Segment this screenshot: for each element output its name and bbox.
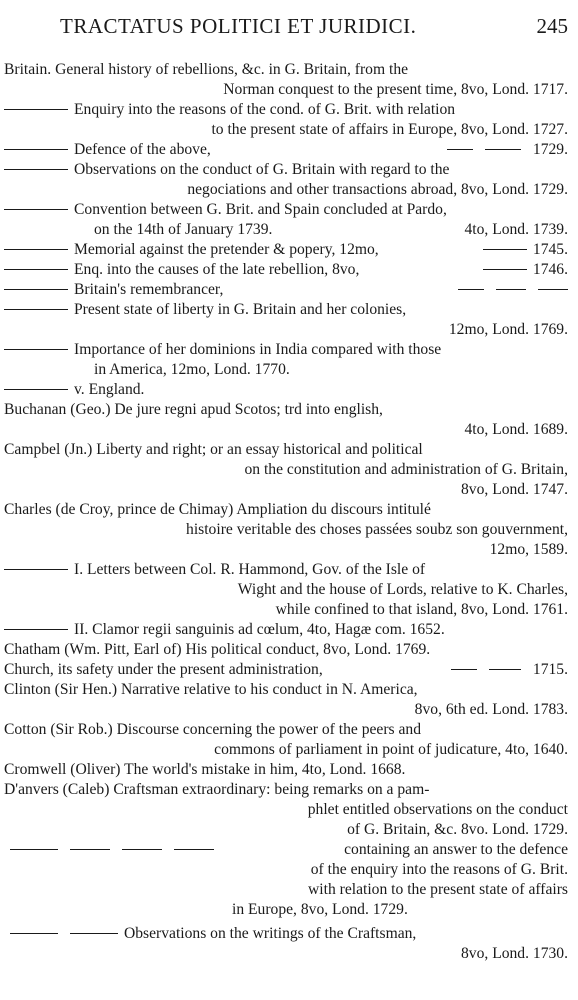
entry-line <box>415 700 568 720</box>
ditto-dash <box>4 389 68 390</box>
entry-text: I. Letters between Col. R. Hammond, Gov. of the Isle of <box>74 561 426 578</box>
entry-line <box>4 300 406 320</box>
entry-text: Norman conquest to the present time, 8vo, Lond. 1717. <box>223 81 568 98</box>
entry-text: Importance of her dominions in India compared with those <box>74 341 442 358</box>
entry-text: Enq. into the causes of the late rebellion, 8vo, <box>74 261 360 278</box>
entry-line <box>10 840 214 860</box>
entry-text: on the constitution and administration of G. Britain, <box>244 461 568 478</box>
entry-text: Charles (de Croy, prince de Chimay) Ampliation du discours intitulé <box>4 501 431 518</box>
entry-line <box>490 540 568 560</box>
entry-text: Cotton (Sir Rob.) Discourse concerning the power of the peers and <box>4 721 422 738</box>
entry-text: 4to, Lond. 1739. <box>464 221 568 238</box>
entry-text: 12mo, Lond. 1769. <box>448 321 568 338</box>
ditto-dash <box>496 289 526 290</box>
entry-text: Wight and the house of Lords, relative to K. Charles, <box>237 581 568 598</box>
ditto-dash <box>4 349 68 350</box>
entry-text: of G. Britain, &c. 8vo. Lond. 1729. <box>347 821 568 838</box>
entry-line <box>4 340 441 360</box>
entry-line <box>4 240 379 260</box>
entry-text: negociations and other transactions abroad, 8vo, Lond. 1729. <box>187 181 568 198</box>
ditto-dash <box>483 249 527 250</box>
entry-line <box>464 220 568 240</box>
entry-line <box>4 660 323 680</box>
entry-text: Observations on the conduct of G. Britain with regard to the <box>74 161 450 178</box>
entry-line <box>4 560 425 580</box>
entry-line <box>483 260 568 280</box>
entry-line <box>4 780 429 800</box>
ditto-dash <box>4 149 68 150</box>
ditto-dash <box>451 669 477 670</box>
ditto-dash <box>489 669 521 670</box>
entry-text: Britain. General history of rebellions, &c. in G. Britain, from the <box>4 61 409 78</box>
ditto-dash <box>447 149 473 150</box>
entry-line <box>211 120 568 140</box>
entry-text: Clinton (Sir Hen.) Narrative relative to his conduct in N. America, <box>4 681 418 698</box>
ditto-dash <box>483 269 527 270</box>
entry-text: to the present state of affairs in Europe, 8vo, Lond. 1727. <box>211 121 568 138</box>
entry-line <box>311 860 568 880</box>
ditto-dash <box>4 289 68 290</box>
entry-text: of the enquiry into the reasons of G. Brit. <box>310 861 568 878</box>
entry-text: on the 14th of January 1739. <box>94 221 273 238</box>
entry-text: 8vo, 6th ed. Lond. 1783. <box>414 701 568 718</box>
entry-line <box>4 140 211 160</box>
ditto-dash <box>70 849 110 850</box>
entry-line <box>4 280 223 300</box>
entry-line <box>186 520 568 540</box>
entry-line <box>94 360 290 380</box>
entry-text: v. England. <box>74 381 145 398</box>
entry-text: Campbel (Jn.) Liberty and right; or an essay historical and political <box>4 441 423 458</box>
ditto-dash <box>10 849 58 850</box>
entry-line <box>10 924 416 944</box>
entry-text: in America, 12mo, Lond. 1770. <box>94 361 290 378</box>
entry-line <box>344 840 568 860</box>
entry-line <box>244 460 568 480</box>
entry-text: commons of parliament in point of judicature, 4to, 1640. <box>214 741 568 758</box>
entry-line <box>4 680 418 700</box>
entry-text: 8vo, Lond. 1730. <box>461 945 568 962</box>
entry-line <box>4 160 449 180</box>
ditto-dash <box>4 629 68 630</box>
entry-line <box>232 900 408 920</box>
entry-text: Defence of the above, <box>74 141 211 158</box>
entry-line <box>461 944 568 964</box>
entry-line <box>483 240 568 260</box>
ditto-dash <box>4 169 68 170</box>
entry-text: histoire veritable des choses passées soubz son gouvernment, <box>186 521 568 538</box>
ditto-dash <box>538 289 568 290</box>
entry-line <box>4 640 430 660</box>
entry-line <box>4 440 423 460</box>
ditto-dash <box>70 933 118 934</box>
entry-line <box>276 600 568 620</box>
entry-line <box>4 760 405 780</box>
entry-text: Convention between G. Brit. and Spain concluded at Pardo, <box>74 201 447 218</box>
ditto-dash <box>4 249 68 250</box>
entry-line <box>238 580 568 600</box>
entry-line <box>4 720 421 740</box>
entry-line <box>464 420 568 440</box>
ditto-dash <box>174 849 214 850</box>
ditto-dash <box>4 309 68 310</box>
entry-line <box>4 500 431 520</box>
entry-line <box>187 180 568 200</box>
entry-line <box>461 480 568 500</box>
entry-text: D'anvers (Caleb) Craftsman extraordinary: being remarks on a pam- <box>4 781 430 798</box>
entry-line <box>214 740 568 760</box>
entry-text: Memorial against the pretender & popery, 12mo, <box>74 241 379 258</box>
entry-line <box>308 800 568 820</box>
entry-line <box>308 880 568 900</box>
entry-line <box>449 320 568 340</box>
running-header <box>60 14 570 44</box>
entry-line <box>447 140 568 160</box>
entry-line <box>4 400 383 420</box>
entry-line <box>458 280 568 300</box>
entry-text: 12mo, 1589. <box>489 541 568 558</box>
entry-line <box>4 620 445 640</box>
entry-line <box>451 660 568 680</box>
ditto-dash <box>122 849 162 850</box>
entry-text: 1729. <box>532 141 568 158</box>
entry-text: Enquiry into the reasons of the cond. of G. Brit. with relation <box>74 101 456 118</box>
entry-text: with relation to the present state of affairs <box>308 881 568 898</box>
entry-text: II. Clamor regii sanguinis ad cœlum, 4to, Hagæ com. 1652. <box>74 621 445 638</box>
entry-line <box>4 260 359 280</box>
running-title: TRACTATUS POLITICI ET JURIDICI. <box>60 14 417 38</box>
entry-line <box>4 100 455 120</box>
entry-text: 1746. <box>532 261 568 278</box>
page-number: 245 <box>536 14 568 38</box>
ditto-dash <box>4 269 68 270</box>
entry-line <box>94 220 272 240</box>
ditto-dash <box>10 933 58 934</box>
entry-text: 1715. <box>532 661 568 678</box>
entry-text: 4to, Lond. 1689. <box>464 421 568 438</box>
entry-line <box>347 820 568 840</box>
entry-text: containing an answer to the defence <box>344 841 568 858</box>
ditto-dash <box>485 149 521 150</box>
ditto-dash <box>4 569 68 570</box>
entry-text: Britain's remembrancer, <box>74 281 224 298</box>
entry-text: in Europe, 8vo, Lond. 1729. <box>232 901 408 918</box>
entry-text: 1745. <box>532 241 568 258</box>
entry-text: while confined to that island, 8vo, Lond. 1761. <box>275 601 568 618</box>
entry-text: Observations on the writings of the Craftsman, <box>124 925 417 942</box>
entry-line <box>4 200 447 220</box>
entry-text: Buchanan (Geo.) De jure regni apud Scotos; trd into english, <box>4 401 383 418</box>
ditto-dash <box>4 209 68 210</box>
entry-text: Cromwell (Oliver) The world's mistake in him, 4to, Lond. 1668. <box>4 761 406 778</box>
entry-text: Chatham (Wm. Pitt, Earl of) His political conduct, 8vo, Lond. 1769. <box>4 641 431 658</box>
entry-line <box>4 60 408 80</box>
entry-text: Church, its safety under the present administration, <box>4 661 323 678</box>
entry-line <box>223 80 568 100</box>
entry-text: 8vo, Lond. 1747. <box>461 481 568 498</box>
entry-text: Present state of liberty in G. Britain and her colonies, <box>74 301 407 318</box>
ditto-dash <box>458 289 484 290</box>
entry-line <box>4 380 144 400</box>
ditto-dash <box>4 109 68 110</box>
entry-text: phlet entitled observations on the conduct <box>307 801 568 818</box>
